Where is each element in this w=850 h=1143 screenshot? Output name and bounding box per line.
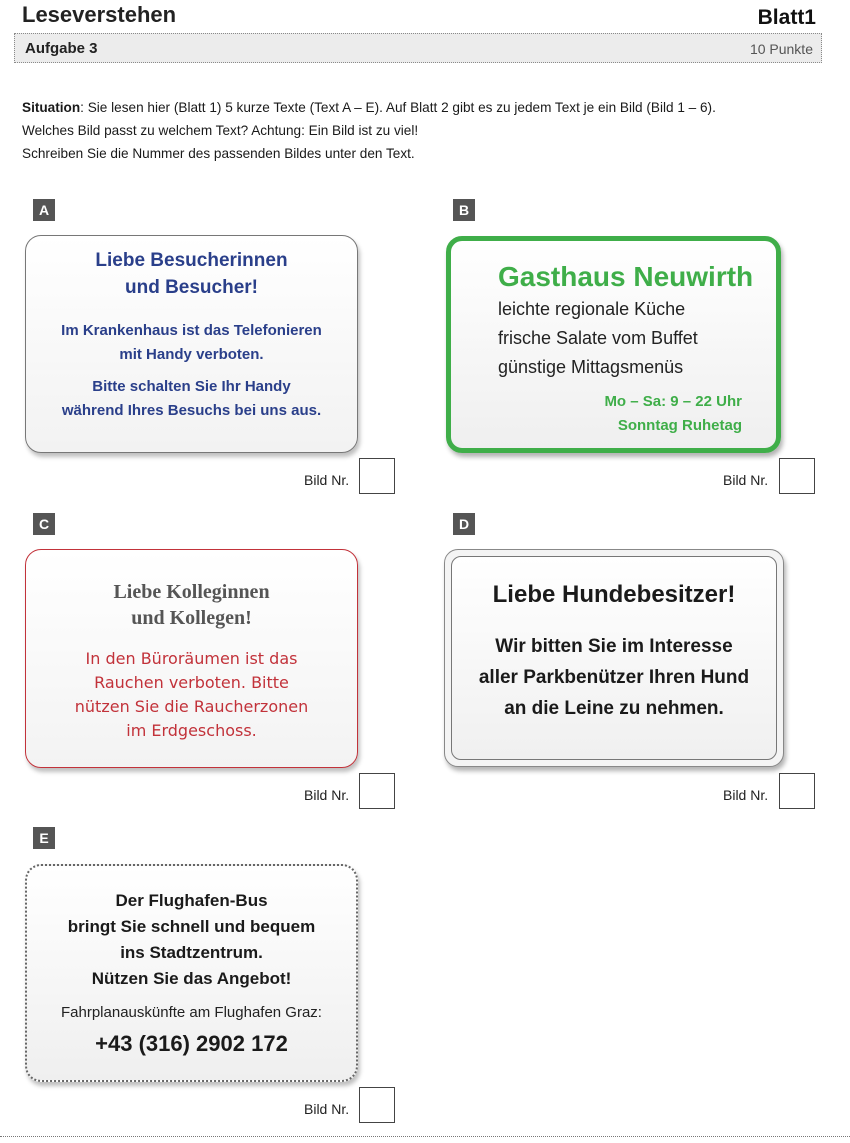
- task-name: Aufgabe 3: [25, 40, 98, 57]
- card-c-body-4: im Erdgeschoss.: [126, 721, 257, 740]
- instruction-line-1: [22, 100, 716, 115]
- instruction-line-2: Welches Bild passt zu welchem Text? Achtung: Ein Bild ist zu viel!: [22, 123, 419, 138]
- letter-a: A: [33, 199, 55, 221]
- card-e-phone: +43 (316) 2902 172: [95, 1031, 288, 1056]
- text-card-d-inner: [451, 556, 777, 760]
- card-b-body-1: leichte regionale Küche: [498, 299, 686, 319]
- card-e-info: Fahrplanauskünfte am Flughafen Graz:: [61, 1004, 322, 1021]
- answer-label-b: Bild Nr.: [723, 472, 769, 488]
- card-b-body-3: günstige Mittagsmenüs: [498, 357, 684, 377]
- situation-text: : Sie lesen hier (Blatt 1) 5 kurze Texte (Text A – E). Auf Blatt 2 gibt es zu jedem Text je ein Bild (Bild 1 – 6).: [80, 100, 716, 115]
- bottom-divider: [0, 1136, 850, 1137]
- answer-box-a[interactable]: [359, 458, 395, 494]
- card-c-heading-1: Liebe Kolleginnen: [113, 581, 270, 603]
- card-e-body-1: Der Flughafen-Bus: [115, 891, 268, 910]
- card-a-heading-1: Liebe Besucherinnen: [95, 250, 288, 271]
- letter-d: D: [453, 513, 475, 535]
- sheet-label: Blatt1: [757, 6, 816, 29]
- answer-label-d: Bild Nr.: [723, 787, 769, 803]
- text-card-a: [25, 235, 358, 453]
- card-d-body-1: Wir bitten Sie im Interesse: [495, 636, 733, 657]
- answer-label-a: Bild Nr.: [304, 472, 350, 488]
- card-e-body-3: ins Stadtzentrum.: [120, 943, 263, 962]
- text-card-c: [25, 549, 358, 768]
- card-a-heading-2: und Besucher!: [124, 277, 259, 298]
- card-a-body-3: Bitte schalten Sie Ihr Handy: [92, 378, 291, 395]
- card-c-body-2: Rauchen verboten. Bitte: [94, 673, 289, 692]
- card-b-hours-1: Mo – Sa: 9 – 22 Uhr: [604, 393, 742, 410]
- answer-label-e: Bild Nr.: [304, 1101, 350, 1117]
- card-d-heading: Liebe Hundebesitzer!: [492, 581, 736, 608]
- card-b-hours-2: Sonntag Ruhetag: [617, 417, 742, 434]
- answer-label-c: Bild Nr.: [304, 787, 350, 803]
- letter-b: B: [453, 199, 475, 221]
- page-title: Leseverstehen: [22, 2, 177, 27]
- card-b-body-2: frische Salate vom Buffet: [498, 328, 698, 348]
- answer-box-b[interactable]: [779, 458, 815, 494]
- card-c-body-1: In den Büroräumen ist das: [85, 649, 298, 668]
- card-a-body-1: Im Krankenhaus ist das Telefonieren: [61, 322, 322, 339]
- answer-box-c[interactable]: [359, 773, 395, 809]
- text-card-e: [25, 864, 358, 1082]
- text-card-d: [444, 549, 784, 767]
- card-d-body-2: aller Parkbenützer Ihren Hund: [478, 667, 750, 688]
- card-e-body-2: bringt Sie schnell und bequem: [67, 917, 316, 936]
- text-card-b: [446, 236, 781, 453]
- card-c-heading-2: und Kollegen!: [131, 607, 252, 629]
- card-c-body-3: nützen Sie die Raucherzonen: [74, 697, 309, 716]
- card-a-body-2: mit Handy verboten.: [119, 346, 264, 363]
- task-points: 10 Punkte: [749, 41, 813, 57]
- card-b-heading: Gasthaus Neuwirth: [498, 261, 754, 292]
- task-bar: [14, 33, 822, 63]
- instruction-line-3: Schreiben Sie die Nummer des passenden Bildes unter den Text.: [22, 146, 415, 161]
- card-d-body-3: an die Leine zu nehmen.: [504, 698, 724, 719]
- card-a-body-4: während Ihres Besuchs bei uns aus.: [61, 402, 322, 419]
- situation-label: Situation: [22, 100, 81, 115]
- answer-box-e[interactable]: [359, 1087, 395, 1123]
- letter-c: C: [33, 513, 55, 535]
- card-e-body-4: Nützen Sie das Angebot!: [91, 969, 292, 988]
- letter-e: E: [33, 827, 55, 849]
- answer-box-d[interactable]: [779, 773, 815, 809]
